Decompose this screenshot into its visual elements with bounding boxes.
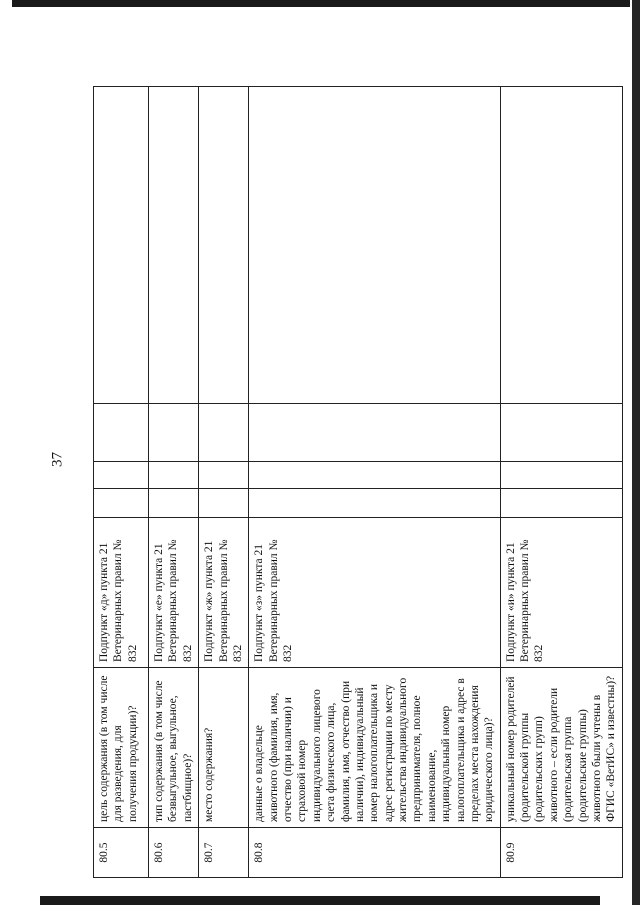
checklist-table — [93, 86, 623, 878]
row-reference: Подпункт «д» пункта 21 Ветеринарных правил № 832 — [94, 518, 149, 668]
table-row — [149, 87, 199, 878]
answer-cell — [249, 462, 500, 489]
row-question: тип содержания (в том числе безвыгульное, выгульное, пастбищное)? — [149, 668, 199, 828]
row-reference: Подпункт «ж» пункта 21 Ветеринарных правил № 832 — [199, 518, 249, 668]
table-row — [199, 87, 249, 878]
table-row — [94, 87, 149, 878]
answer-cell — [500, 404, 622, 462]
answer-cell — [199, 462, 249, 489]
note-cell — [94, 87, 149, 404]
answer-cell — [500, 489, 622, 518]
row-number: 80.5 — [94, 828, 149, 878]
scan-edge-right — [632, 0, 640, 905]
row-question: место содержания? — [199, 668, 249, 828]
answer-cell — [199, 489, 249, 518]
checklist-table-frame — [93, 87, 618, 878]
row-number: 80.9 — [500, 828, 622, 878]
note-cell — [500, 87, 622, 404]
note-cell — [199, 87, 249, 404]
row-question: цель содержания (в том числе для разведения, для получения продукции)? — [94, 668, 149, 828]
table-row — [249, 87, 500, 878]
row-number: 80.8 — [249, 828, 500, 878]
row-reference: Подпункт «е» пункта 21 Ветеринарных правил № 832 — [149, 518, 199, 668]
row-reference: Подпункт «и» пункта 21 Ветеринарных правил № 832 — [500, 518, 622, 668]
answer-cell — [199, 404, 249, 462]
answer-cell — [149, 489, 199, 518]
answer-cell — [94, 489, 149, 518]
answer-cell — [249, 489, 500, 518]
answer-cell — [94, 404, 149, 462]
row-number: 80.6 — [149, 828, 199, 878]
scan-edge-bottom — [40, 896, 600, 905]
page-number: 37 — [49, 452, 66, 467]
row-number: 80.7 — [199, 828, 249, 878]
row-question: уникальный номер родителей (родительской группы (родительских групп) животного – если родители (родительская группа (родительские группы) животного были учтены в ФГИС «ВетИС» и известны)? — [500, 668, 622, 828]
table-row — [500, 87, 622, 878]
note-cell — [149, 87, 199, 404]
answer-cell — [249, 404, 500, 462]
scan-edge-top — [12, 0, 630, 7]
row-reference: Подпункт «з» пункта 21 Ветеринарных правил № 832 — [249, 518, 500, 668]
answer-cell — [149, 404, 199, 462]
row-question: данные о владельце животного (фамилия, имя, отчество (при наличии) и страховой номер индивидуального лицевого счета физического лица, фамилия, имя, отчество (при наличии), индивидуальный номер налогоплательщика и адрес регистрации по месту жительства индивидуального предпринимателя, полное наименование, индивидуальный номер налогоплательщика и адрес в пределах места нахождения юридического лица)? — [249, 668, 500, 828]
answer-cell — [500, 462, 622, 489]
answer-cell — [94, 462, 149, 489]
note-cell — [249, 87, 500, 404]
answer-cell — [149, 462, 199, 489]
